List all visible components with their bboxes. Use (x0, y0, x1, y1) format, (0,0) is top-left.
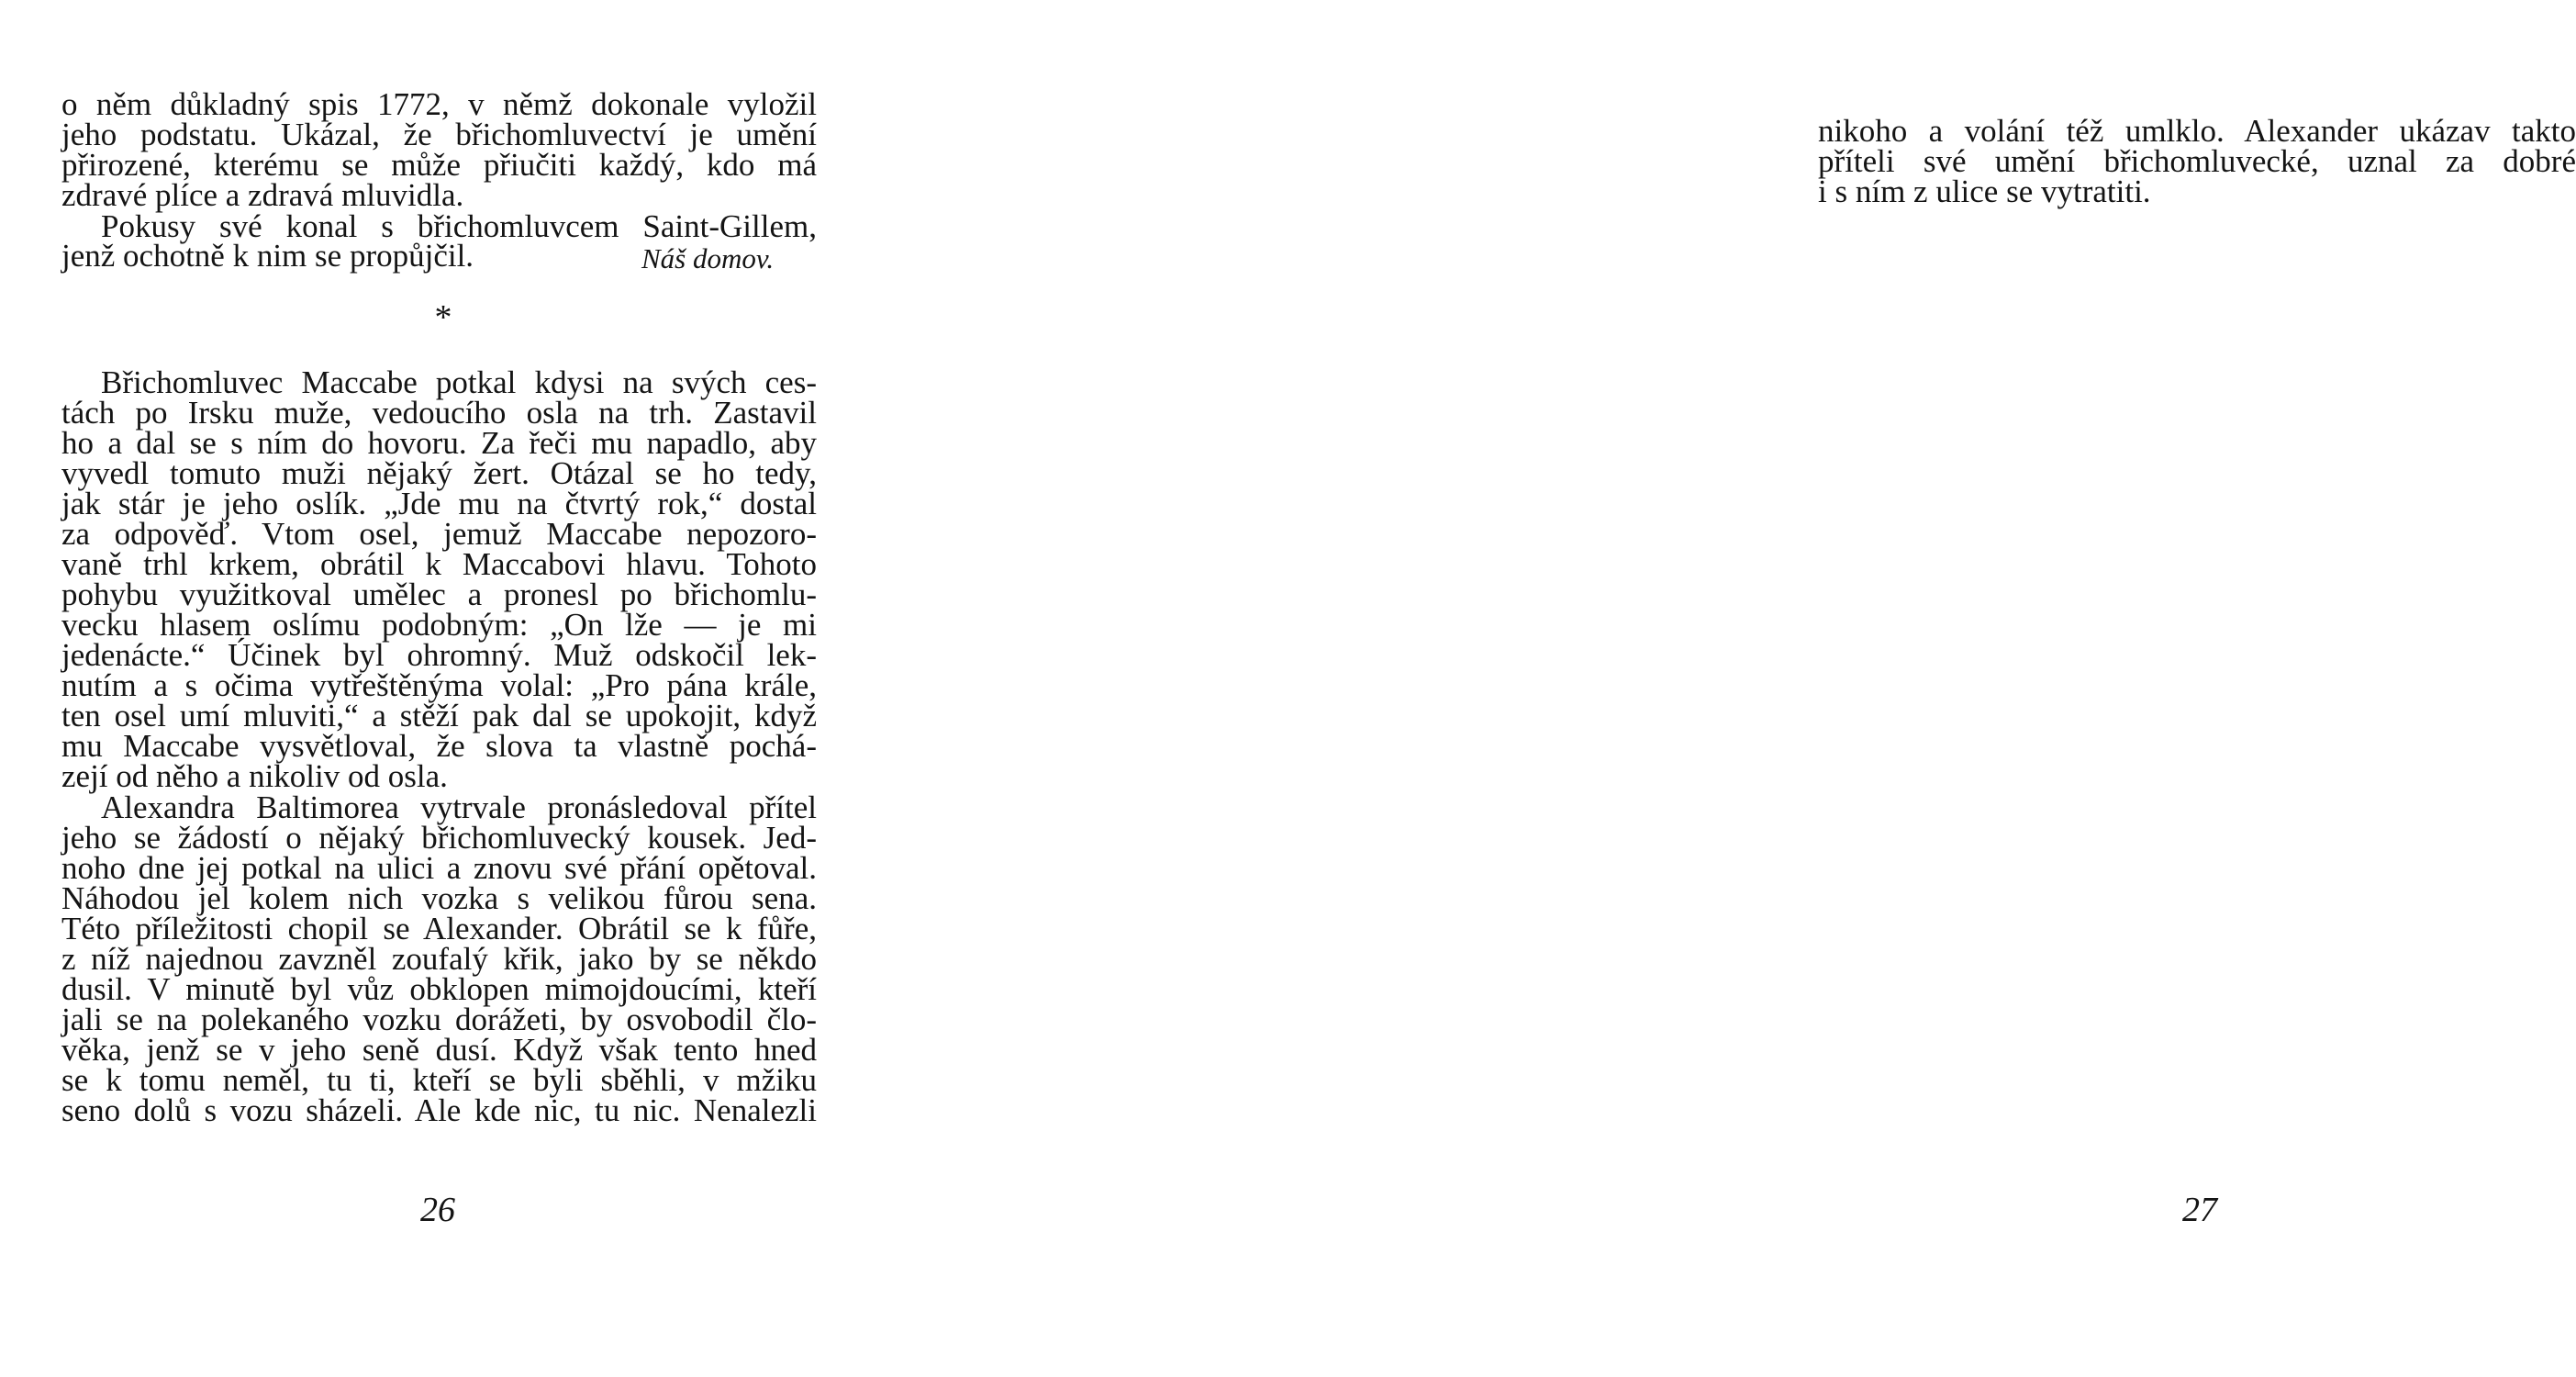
text-line: i s ním z ulice se vytratiti. (1818, 174, 2151, 209)
text-line: Břichomluvec Maccabe potkal kdysi na svých ces- (101, 364, 817, 400)
text-line: jeho se žádostí o nějaký břichomluvecký kousek. Jed- (61, 820, 817, 856)
text-line: nikoho a volání též umlklo. Alexander ukázav takto (1818, 113, 2576, 149)
text-line: mu Maccabe vysvětloval, že slova ta vlastně pochá- (61, 728, 817, 764)
text-line: Náhodou jel kolem nich vozka s velikou fůrou sena. (61, 880, 817, 916)
text-line: jenž ochotně k nim se propůjčil. (61, 238, 474, 274)
source-attribution: Náš domov. (641, 242, 775, 274)
text-line: Pokusy své konal s břichomluvcem Saint-Gillem, (101, 208, 817, 244)
text-line: věka, jenž se v jeho seně dusí. Když však tento hned (61, 1032, 817, 1068)
text-line: pohybu využitkoval umělec a pronesl po břichomlu- (61, 577, 817, 612)
text-line: o něm důkladný spis 1772, v němž dokonale vyložil (61, 86, 817, 122)
text-line: dusil. V minutě byl vůz obklopen mimojdoucími, kteří (61, 971, 817, 1007)
page-number: 27 (2182, 1191, 2217, 1229)
text-line: jedenácte.“ Účinek byl ohromný. Muž odskočil lek- (61, 637, 817, 673)
text-line: nutím a s očima vytřeštěnýma volal: „Pro pána krále, (61, 667, 817, 703)
text-line: vyvedl tomuto muži nějaký žert. Otázal se ho tedy, (61, 455, 817, 491)
text-line: tách po Irsku muže, vedoucího osla na trh. Zastavil (61, 395, 817, 431)
text-line: přirozené, kterému se může přiučiti každý, kdo má (61, 147, 817, 183)
text-line: Alexandra Baltimorea vytrvale pronásledoval přítel (101, 789, 817, 825)
text-line: jeho podstatu. Ukázal, že břichomluvectví je umění (61, 117, 817, 152)
text-line: příteli své umění břichomluvecké, uznal za dobré (1818, 143, 2576, 179)
page-number: 26 (420, 1191, 455, 1229)
text-line: seno dolů s vozu sházeli. Ale kde nic, tu nic. Nenalezli (61, 1092, 817, 1128)
text-line: jak stár je jeho oslík. „Jde mu na čtvrtý rok,“ dostal (61, 486, 817, 521)
text-line: ho a dal se s ním do hovoru. Za řeči mu napadlo, aby (61, 425, 817, 461)
text-line: z níž najednou zavzněl zoufalý křik, jako by se někdo (61, 941, 817, 977)
right-page (875, 0, 2576, 1377)
text-line: ten osel umí mluviti,“ a stěží pak dal se upokojit, když (61, 698, 817, 733)
text-line: noho dne jej potkal na ulici a znovu své přání opětoval. (61, 850, 817, 886)
text-line: Této příležitosti chopil se Alexander. Obrátil se k fůře, (61, 911, 817, 946)
text-line: za odpověď. Vtom osel, jemuž Maccabe nepozoro- (61, 516, 817, 552)
text-line: jali se na polekaného vozku dorážeti, by osvobodil člo- (61, 1002, 817, 1037)
text-line: zdravé plíce a zdravá mluvidla. (61, 177, 464, 213)
text-line: zejí od něho a nikoliv od osla. (61, 758, 448, 794)
section-separator: * (434, 298, 452, 337)
text-line: se k tomu neměl, tu ti, kteří se byli sběhli, v mžiku (61, 1062, 817, 1098)
text-line: vaně trhl krkem, obrátil k Maccabovi hlavu. Tohoto (61, 546, 817, 582)
left-page (0, 0, 875, 1377)
text-line: vecku hlasem oslímu podobným: „On lže — je mi (61, 607, 817, 643)
